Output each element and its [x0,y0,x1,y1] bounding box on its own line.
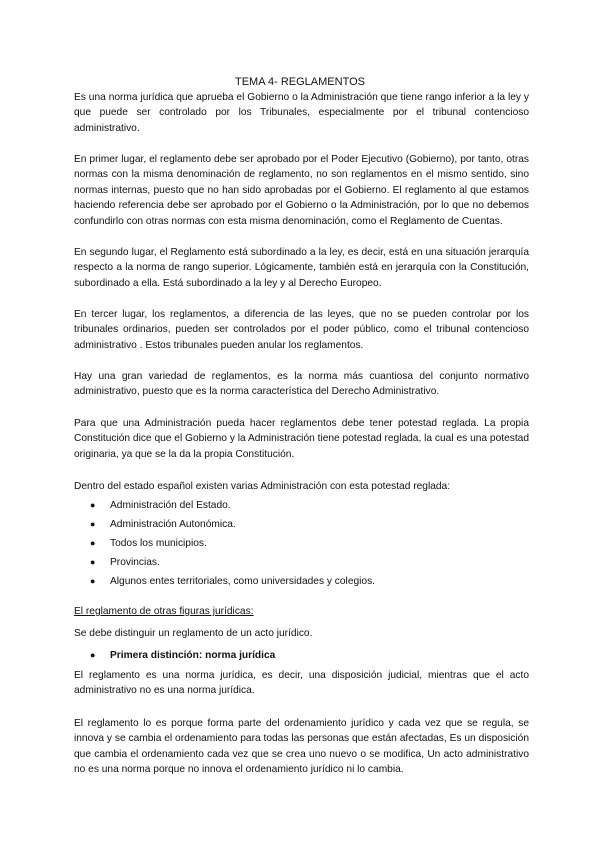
administration-list [74,498,529,593]
paragraph-variedad: Hay una gran variedad de reglamentos, es la norma más cuantiosa del conjunto normativo administrativo, puesto que es la norma característica del Derecho Administrativo. [74,371,529,398]
list-item: ● Algunos entes territoriales, como universidades y colegios. [90,576,376,587]
paragraph-tercer-lugar: En tercer lugar, los reglamentos, a diferencia de las leyes, que no se pueden controlar por los tribunales ordinarios, pueden ser controlados por el poder público, como el tribunal contencioso administrativo . Estos tribunales pueden anular los reglamentos. [74,309,529,351]
bullet-icon: ● [90,557,96,567]
paragraph-norma-juridica: El reglamento es una norma jurídica, es decir, una disposición judicial, mientras que el acto administrativo no es una norma jurídica. [74,670,529,697]
paragraph-intro: Es una norma jurídica que aprueba el Gobierno o la Administración que tiene rango inferior a la ley y que puede ser controlado por los Tribunales, especialmente por el tribunal contencioso administrativo. [74,92,529,134]
paragraph-potestad: Para que una Administración pueda hacer reglamentos debe tener potestad reglada. La propia Constitución dice que el Gobierno y la Administración tiene potestad reglada, la cual es una potestad originaria, ya que se la da la propia Constitución. [74,418,529,460]
bullet-icon: ● [90,500,96,510]
paragraph-segundo-lugar: En segundo lugar, el Reglamento está subordinado a la ley, es decir, está en una situación jerarquía respecto a la norma de rango superior. Lógicamente, también está en jerarquía con la Constitución, subordinado a ella. Está subordinado a la ley y al Derecho Europeo. [74,247,529,289]
list-item: ● Administración del Estado. [90,500,231,511]
bullet-icon: ● [90,650,96,660]
paragraph-ordenamiento: El reglamento lo es porque forma parte del ordenamiento jurídico y cada vez que se regula, se innova y se cambia el ordenamiento para todas las personas que están afectadas, Es un disposición que cambia el ordenamiento cada vez que se crea uno nuevo o se modifica, Un acto administrativo no es una norma porque no innova el ordenamiento jurídico ni lo cambia. [74,718,529,776]
list-item: ● Todos los municipios. [90,538,207,549]
bullet-icon: ● [90,576,96,586]
list-item: ● Administración Autonómica. [90,519,236,530]
paragraph-primer-lugar: En primer lugar, el reglamento debe ser aprobado por el Poder Ejecutivo (Gobierno), por tanto, otras normas con la misma denominación de reglamento, no son reglamentos en el mismo sentido, sino normas internas, puesto que no han sido aprobadas por el Gobierno. El reglamento al que estamos haciendo referencia debe ser aprobado por el Gobierno o la Administración, por lo que no debemos confundirlo con otras normas con esta misma denominación, como el Reglamento de Cuentas. [74,154,529,227]
page-title: TEMA 4- REGLAMENTOS [235,76,365,88]
paragraph-dentro-estado: Dentro del estado español existen varias Administración con esta potestad reglada: [74,481,451,492]
bullet-icon: ● [90,519,96,529]
paragraph-distinguir: Se debe distinguir un reglamento de un acto jurídico. [74,628,313,639]
bullet-icon: ● [90,538,96,548]
list-item: ● Provincias. [90,557,160,568]
bold-bullet-label: Primera distinción: norma jurídica [110,650,276,661]
section-subheading: El reglamento de otras figuras jurídicas: [74,606,254,617]
